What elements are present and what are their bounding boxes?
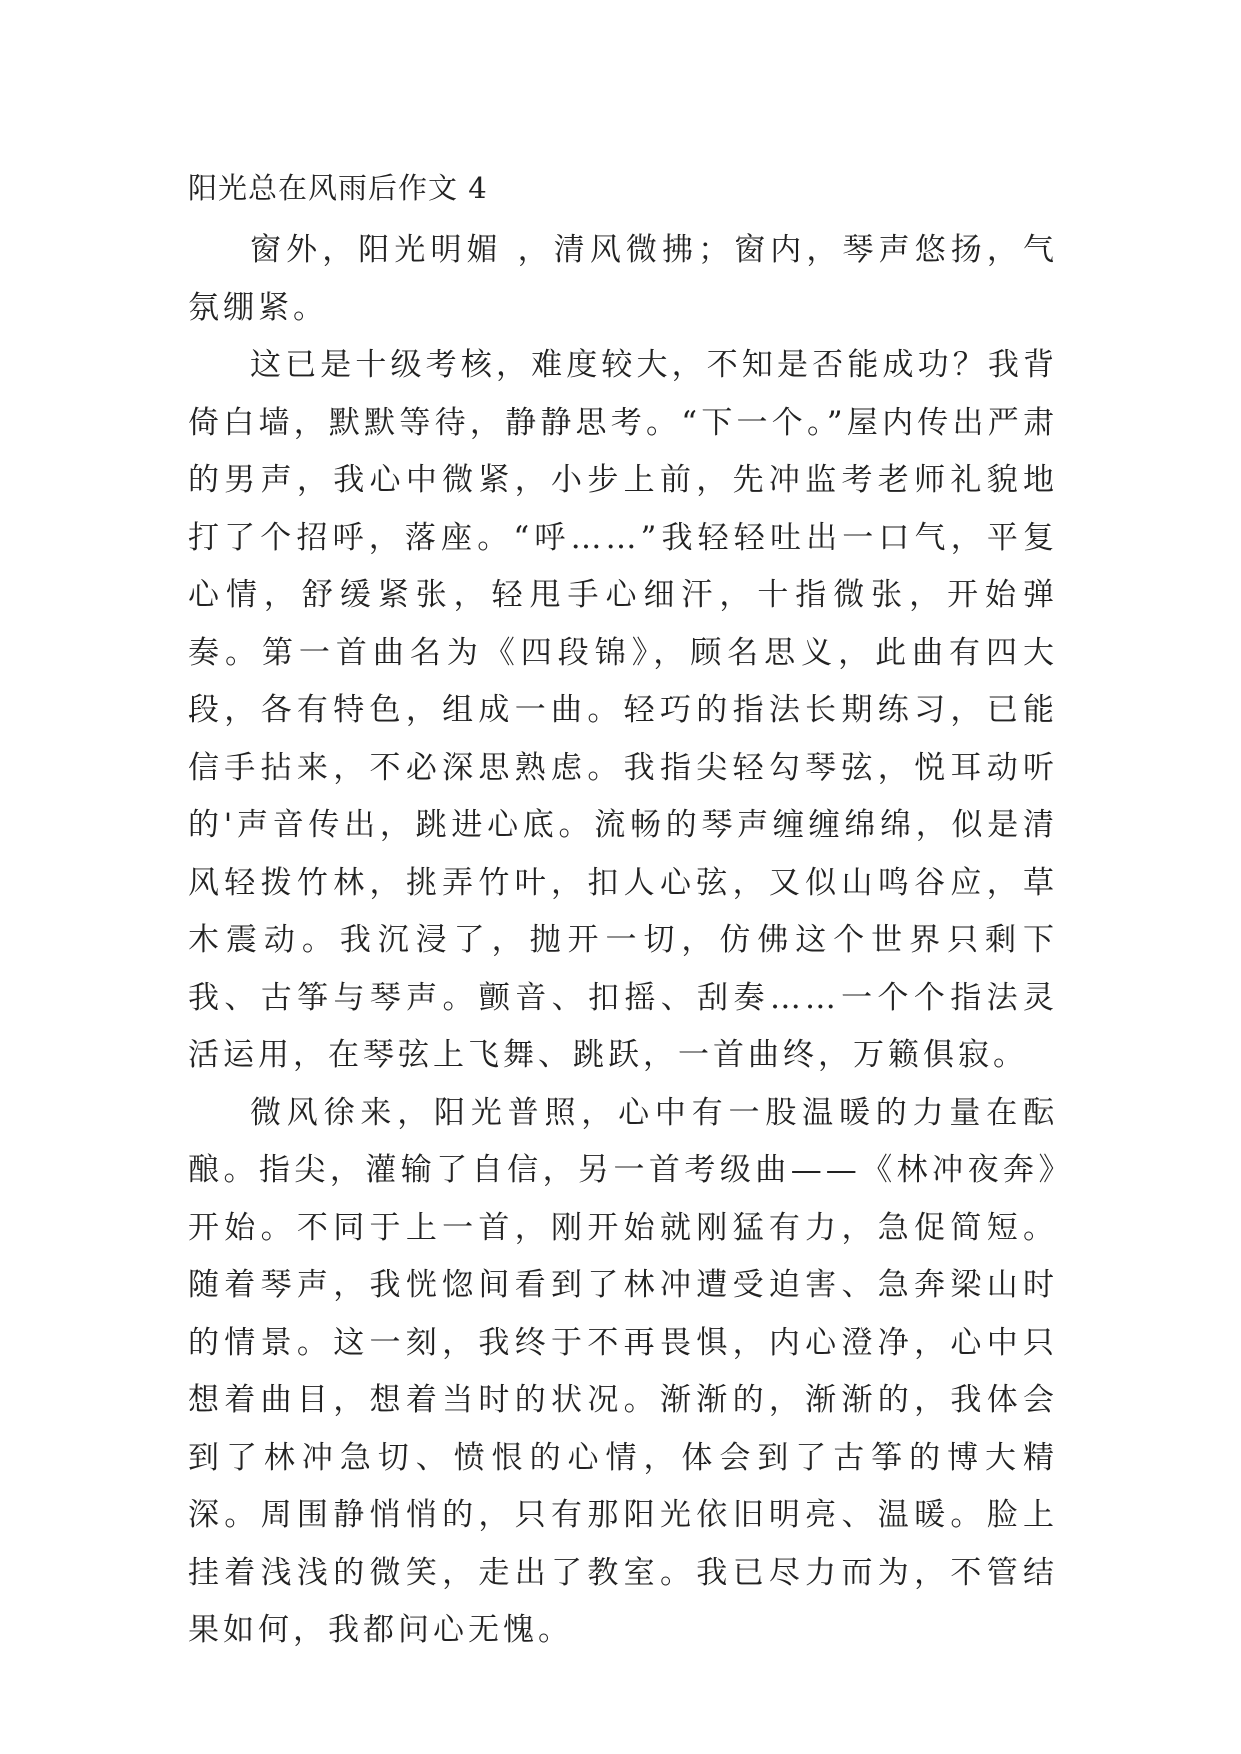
paragraph-2: 这已是十级考核，难度较大，不知是否能成功？我背倚白墙，默默等待，静静思考。“下一个。”屋内传出严肃的男声，我心中微紧，小步上前，先冲监考老师礼貌地打了个招呼，落座。“呼……”我轻轻吐出一口气，平复心情，舒缓紧张，轻甩手心细汗，十指微张，开始弹奏。第一首曲名为《四段锦》，顾名思义，此曲有四大段，各有特色，组成一曲。轻巧的指法长期练习，已能信手拈来，不必深思熟虑。我指尖轻勾琴弦，悦耳动听的'声音传出，跳进心底。流畅的琴声缠缠绵绵，似是清风轻拨竹林，挑弄竹叶，扣人心弦，又似山鸣谷应，草木震动。我沉浸了，抛开一切，仿佛这个世界只剩下我、古筝与琴声。颤音、扣摇、刮奏……一个个指法灵活运用，在琴弦上飞舞、跳跃，一首曲终，万籁俱寂。 <box>188 347 1058 1073</box>
paragraph-1: 窗外，阳光明媚 ，清风微拂；窗内，琴声悠扬，气氛绷紧。 <box>188 232 1058 326</box>
document-body <box>188 160 1058 1660</box>
document-title: 阳光总在风雨后作文 4 <box>188 171 488 205</box>
paragraph-3: 微风徐来，阳光普照，心中有一股温暖的力量在酝酿。指尖，灌输了自信，另一首考级曲——《林冲夜奔》开始。不同于上一首，刚开始就刚猛有力，急促简短。随着琴声，我恍惚间看到了林冲遭受迫害、急奔梁山时的情景。这一刻，我终于不再畏惧，内心澄净，心中只想着曲目，想着当时的状况。渐渐的，渐渐的，我体会到了林冲急切、愤恨的心情，体会到了古筝的博大精深。周围静悄悄的，只有那阳光依旧明亮、温暖。脸上挂着浅浅的微笑，走出了教室。我已尽力而为，不管结果如何，我都问心无愧。 <box>188 1094 1058 1648</box>
